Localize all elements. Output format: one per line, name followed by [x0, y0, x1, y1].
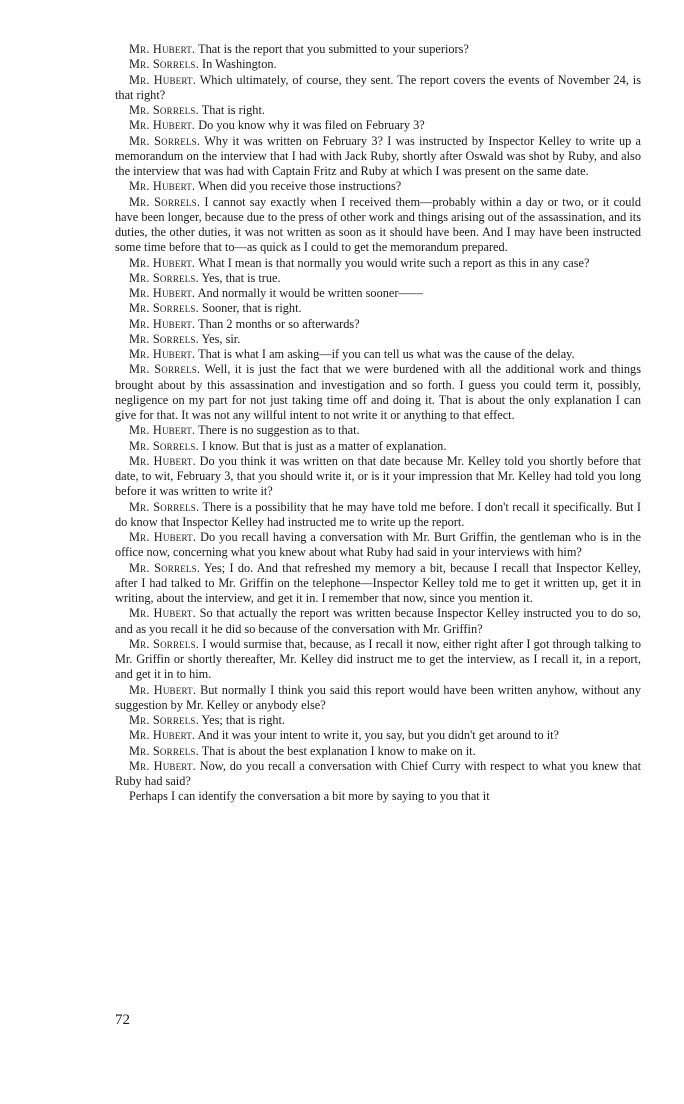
testimony-paragraph [115, 347, 641, 362]
transcript-page [115, 42, 641, 805]
speaker-label: Mr. Hubert. [129, 606, 196, 621]
speech-text: That is what I am asking—if you can tell us what was the cause of the delay. [198, 347, 575, 361]
speaker-label: Mr. Sorrels. [129, 713, 199, 727]
speaker-label: Mr. Sorrels. [129, 57, 199, 72]
testimony-paragraph [115, 362, 641, 423]
speech-text: Sooner, that is right. [201, 301, 302, 316]
speech-text: I would surmise that, because, as I recall it now, either right after I got through talking to Mr. Griffin or shortly thereafter, Mr. Kelley did instruct me to get the interview, as I recall it, in a report, and get it in to him. [115, 636, 641, 682]
speaker-label: Mr. Sorrels. [129, 194, 201, 209]
testimony-paragraph [115, 195, 641, 256]
testimony-paragraph [115, 271, 641, 286]
testimony-paragraph [115, 118, 641, 133]
speech-text: What I mean is that normally you would write such a report as this in any case? [198, 255, 590, 270]
testimony-paragraph [115, 500, 641, 531]
speaker-label: Mr. Sorrels. [129, 438, 199, 453]
testimony-paragraph [115, 73, 641, 104]
testimony-transcript [115, 42, 641, 805]
speech-text: I know. But that is just as a matter of explanation. [201, 438, 447, 453]
speaker-label: Mr. Hubert. [129, 682, 197, 697]
testimony-paragraph [115, 759, 641, 790]
speech-text: Why it was written on February 3? I was instructed by Inspector Kelley to write up a memorandum on the interview that I had with Jack Ruby, shortly after Oswald was shot by Ruby, and also the interview that was had with Captain Fritz and Ruby at which I was present on the same date. [115, 133, 641, 178]
speech-text: That is right. [201, 103, 265, 117]
speaker-label: Mr. Hubert. [129, 72, 197, 87]
speech-text: There is no suggestion as to that. [198, 423, 360, 438]
speech-text: Yes, that is true. [201, 270, 281, 285]
speaker-label: Mr. Hubert. [129, 423, 196, 438]
testimony-paragraph [115, 256, 641, 271]
testimony-paragraph [115, 728, 641, 743]
testimony-paragraph [115, 134, 641, 180]
speech-text: And it was your intent to write it, you say, but you didn't get around to it? [197, 728, 560, 743]
testimony-paragraph [115, 286, 641, 301]
testimony-paragraph [115, 42, 641, 57]
speaker-label: Mr. Sorrels. [129, 362, 201, 377]
testimony-paragraph [115, 103, 641, 118]
speech-text: Perhaps I can identify the conversation a bit more by saying to you that it [129, 789, 490, 804]
speech-text: Yes, sir. [201, 331, 241, 346]
speaker-label: Mr. Hubert. [129, 728, 196, 743]
speaker-label: Mr. Sorrels. [129, 743, 199, 758]
testimony-paragraph [115, 454, 641, 500]
speech-text: There is a possibility that he may have told me before. I don't recall it specifically. But I do know that Inspector Kelley had instructed me to write up the report. [115, 499, 641, 529]
speaker-label: Mr. Sorrels. [129, 499, 200, 514]
speaker-label: Mr. Sorrels. [129, 133, 201, 148]
speech-text: That is about the best explanation I know to make on it. [201, 743, 476, 758]
testimony-paragraph [115, 332, 641, 347]
speech-text: Yes; that is right. [201, 713, 286, 727]
testimony-paragraph [115, 301, 641, 316]
testimony-paragraph [115, 179, 641, 194]
speaker-label: Mr. Hubert. [129, 118, 196, 133]
speaker-label: Mr. Hubert. [129, 286, 196, 300]
speech-text: Yes; I do. And that refreshed my memory a bit, because I recall that Inspector Kelley, after I had talked to Mr. Griffin on the telephone—Inspector Kelley told me to get it written up, get it in writing, about the interview, and get it in. I remember that now, since you mention it. [115, 560, 641, 605]
speaker-label: Mr. Sorrels. [129, 636, 200, 651]
testimony-paragraph [115, 561, 641, 607]
testimony-paragraph [115, 683, 641, 714]
testimony-paragraph [115, 637, 641, 683]
speech-text: Than 2 months or so afterwards? [198, 316, 360, 331]
speech-text: Do you recall having a conversation with Mr. Burt Griffin, the gentleman who is in the office now, concerning what you knew about what Ruby had said in your interviews with him? [115, 530, 641, 560]
testimony-paragraph [115, 606, 641, 637]
speech-text: Do you think it was written on that date because Mr. Kelley told you shortly before that date, to wit, February 3, that you should write it, or is it your impression that Mr. Kelley had told you long before it was written to write it? [115, 453, 641, 499]
speaker-label: Mr. Hubert. [129, 453, 196, 468]
testimony-paragraph [115, 57, 641, 72]
speaker-label: Mr. Hubert. [129, 758, 196, 773]
speaker-label: Mr. Hubert. [129, 255, 196, 270]
speech-text: Well, it is just the fact that we were burdened with all the additional work and things brought about by this assassination and investigation and so forth. I guess you could term it, possibly, negligence on my part for not just taking time off and doing it. That is about the only explanation I can give for that. It was not any willful intent to not write it or anything to that effect. [115, 362, 641, 422]
speech-text: And normally it would be written sooner—— [197, 286, 424, 300]
speech-text: Now, do you recall a conversation with Chief Curry with respect to what you knew that Ruby had said? [115, 758, 642, 788]
testimony-paragraph [115, 317, 641, 332]
speaker-label: Mr. Sorrels. [129, 331, 199, 346]
speaker-label: Mr. Sorrels. [129, 103, 199, 117]
speech-text: That is the report that you submitted to your superiors? [198, 42, 469, 56]
speech-text: When did you receive those instructions? [198, 179, 402, 194]
testimony-paragraph [115, 713, 641, 728]
speaker-label: Mr. Hubert. [129, 42, 196, 56]
speech-text: But normally I think you said this report would have been written anyhow, without any suggestion by Mr. Kelley or anybody else? [115, 682, 641, 712]
speaker-label: Mr. Hubert. [129, 347, 196, 361]
speech-text: Do you know why it was filed on February 3? [198, 118, 425, 133]
speaker-label: Mr. Sorrels. [129, 270, 199, 285]
page-number: 72 [115, 1012, 130, 1028]
speaker-label: Mr. Hubert. [129, 530, 197, 544]
speech-text: I cannot say exactly when I received them—probably within a day or two, or it could have been longer, because due to the press of other work and things arising out of the assassination, and its duties, the other duties, it was not written as soon as it should have been. And I may have been instructed some time before that to—as quick as I could to get the memorandum prepared. [115, 194, 642, 255]
speech-text: So that actually the report was written because Inspector Kelley instructed you to do so, and as you recall it he did so because of the conversation with Mr. Griffin? [115, 606, 641, 636]
speaker-label: Mr. Hubert. [129, 179, 196, 194]
testimony-paragraph [115, 423, 641, 438]
speaker-label: Mr. Sorrels. [129, 560, 201, 575]
testimony-paragraph [115, 744, 641, 759]
speaker-label: Mr. Hubert. [129, 316, 196, 331]
testimony-paragraph [115, 439, 641, 454]
speaker-label: Mr. Sorrels. [129, 301, 199, 316]
testimony-paragraph [115, 530, 641, 561]
speech-text: Which ultimately, of course, they sent. The report covers the events of November 24, is that right? [115, 72, 641, 102]
testimony-paragraph [115, 789, 641, 804]
speech-text: In Washington. [201, 57, 277, 72]
